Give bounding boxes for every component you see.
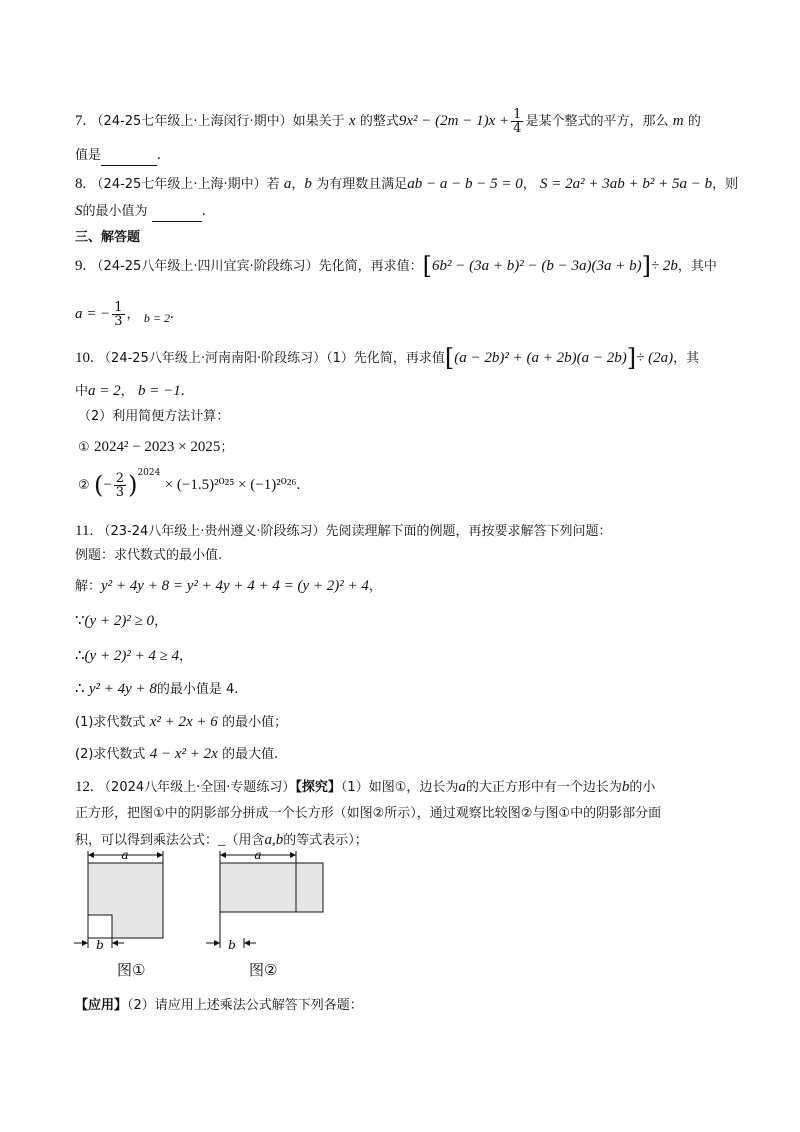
answer-blank[interactable] [101, 145, 157, 166]
answer-blank[interactable]: _ [218, 832, 226, 848]
figure-2-caption: 图② [249, 961, 278, 979]
math-expression: 4 − x² + 2x [149, 746, 218, 762]
question-number: 8. [75, 176, 87, 192]
question-number: 10. [75, 350, 94, 366]
q10-line1: 10. （24-25八年级上·河南南阳·阶段练习）（1）先化简，再求值[(a − 2b)² + (a + 2b)(a − 2b)]÷ (2a)，其 [75, 344, 700, 372]
math-expression: S = 2a² + 3ab + b² + 5a − b [540, 176, 713, 192]
label-b: b [228, 938, 236, 952]
q8-line1: 8. （24-25七年级上·上海·期中）若 a，b 为有理数且满足ab − a − b − 5 = 0， S = 2a² + 3ab + b² + 5a − b，则 [75, 176, 739, 192]
figure-1-caption: 图① [117, 961, 146, 979]
question-source: （2024八年级上·全国·专题练习） [98, 780, 296, 795]
q11-part1: (1)求代数式 x² + 2x + 6 的最小值； [75, 714, 288, 730]
example-title: 例题：求代数式的最小值. [75, 548, 223, 563]
question-number: 11. [75, 523, 94, 539]
q7-line2: 值是 . [75, 145, 161, 166]
q7-line1: 7. （24-25七年级上·上海闵行·期中）如果关于 x 的整式9x² − (2m − 1)x + $\frac{1}{4}$ 是某个整式的平方，那么 m 的 [75, 107, 701, 136]
q10-item1: ① 2024² − 2023 × 2025； [78, 439, 234, 455]
q10-line2: 中a = 2， b = −1. [75, 383, 185, 399]
q12-line1: 12. （2024八年级上·全国·专题练习）【探究】（1）如图①，边长为a的大正方形中有一个边长为b的小 [75, 779, 656, 795]
math-expression: y² + 4y + 8 [88, 681, 157, 697]
math-expression: × (−1.5)²⁰²⁵ × (−1)²⁰²⁶ [164, 477, 297, 493]
question-source: （24-25七年级上·上海·期中） [90, 177, 267, 192]
question-source: （24-25八年级上·河南南阳·阶段练习） [98, 351, 327, 366]
question-source: （24-25八年级上·四川宜宾·阶段练习） [90, 259, 319, 274]
question-source: （24-25七年级上·上海闵行·期中） [90, 114, 293, 129]
math-expression: ab − a − b − 5 = 0 [407, 176, 523, 192]
math-expression: (y + 2)² ≥ 0 [84, 613, 155, 629]
question-source: （23-24八年级上·贵州遵义·阶段练习） [97, 524, 326, 539]
math-expression: (a − 2b)² + (a + 2b)(a − 2b) [454, 350, 627, 366]
q12-apply: 【应用】（2）请应用上述乘法公式解答下列各题： [75, 998, 363, 1013]
fraction: $\frac{1}{4}$ [513, 107, 522, 136]
shaded-rect-left [220, 863, 296, 912]
q10-part2: （2）利用简便方法计算： [78, 409, 230, 424]
q9-line1: 9. （24-25八年级上·四川宜宾·阶段练习）先化简，再求值：[6b² − (3a + b)² − (b − 3a)(3a + b)]÷ 2b，其中 [75, 252, 717, 280]
q12-line3: 积，可以得到乘法公式：_（用含a,b的等式表示）； [75, 832, 368, 848]
math-expression: 2024² − 2023 × 2025 [93, 439, 221, 455]
fraction: $\frac{1}{3}$ [114, 300, 123, 329]
question-number: 9. [75, 258, 87, 274]
answer-blank[interactable] [152, 201, 202, 222]
question-number: 7. [75, 113, 87, 129]
math-expression: 9x² − (2m − 1)x + [398, 113, 510, 129]
math-expression: x² + 2x + 6 [149, 714, 218, 730]
q8-line2: S的最小值为 . [75, 201, 206, 222]
question-number: 12. [75, 779, 94, 795]
label-a: a [121, 848, 129, 862]
q11-part2: (2)求代数式 4 − x² + 2x 的最大值. [75, 746, 279, 762]
label-a: a [254, 848, 262, 862]
q12-line2: 正方形，把图①中的阴影部分拼成一个长方形（如图②所示），通过观察比较图②与图①中的阴影部分面 [75, 806, 662, 821]
because-line: ∵(y + 2)² ≥ 0， [75, 613, 168, 629]
fraction: $\frac{2}{3}$ [115, 471, 125, 500]
small-square [88, 915, 112, 938]
math-expression: y² + 4y + 8 = y² + 4y + 4 + 4 = (y + 2)² + 4 [101, 578, 369, 594]
q10-item2: ② (− $\frac{2}{3}$ )$^{2024}$ × (−1.5)²⁰²⁵ × (−1)²⁰²⁶. [78, 468, 301, 500]
solution-line: 解：y² + 4y + 8 = y² + 4y + 4 + 4 = (y + 2)² + 4， [75, 578, 382, 594]
q9-line2: a = − $\frac{1}{3}$ ， b = 2. [75, 300, 174, 329]
therefore-line-2: ∴ y² + 4y + 8的最小值是 4. [75, 681, 239, 697]
section-title: 三、解答题 [75, 230, 141, 245]
math-expression: 6b² − (3a + b)² − (b − 3a)(3a + b) [431, 258, 642, 274]
shaded-rect-right [296, 863, 323, 912]
math-expression: (y + 2)² + 4 ≥ 4 [84, 648, 180, 664]
q11-line1: 11. （23-24八年级上·贵州遵义·阶段练习）先阅读理解下面的例题，再按要求解答下列问题： [75, 523, 612, 539]
label-b: b [96, 938, 104, 952]
therefore-line-1: ∴(y + 2)² + 4 ≥ 4， [75, 648, 193, 664]
